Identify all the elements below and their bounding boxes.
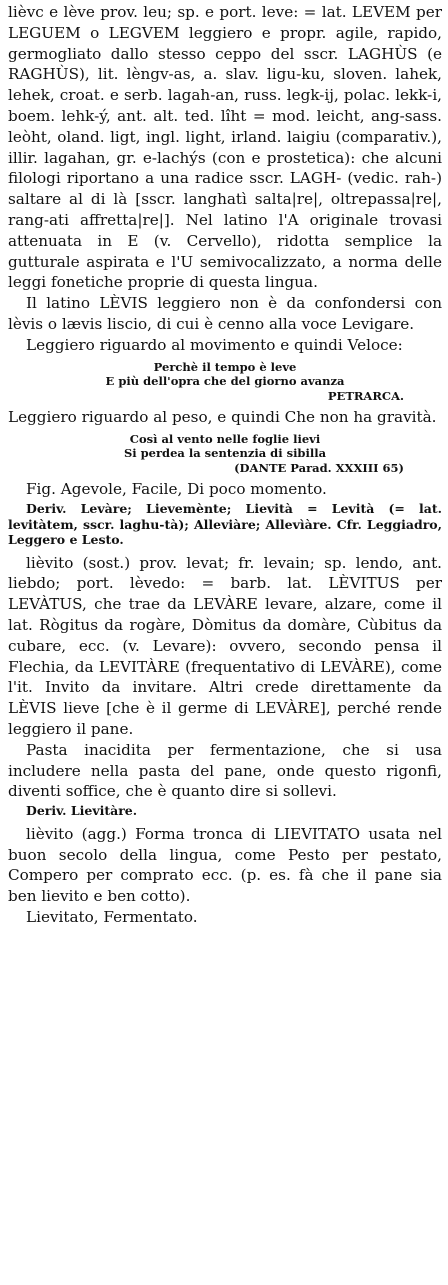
entry-lievito-agg-definition: lièvito (agg.) Forma tronca di LIEVITATO usata nel buon secolo della lingua, come Pesto per pestato, Compero per comprato ecc. (p. es. fà che il pane sia ben lievito e ben cotto). [8,824,442,906]
entry-lievito-sost-meaning: Pasta inacidita per fermentazione, che si usa includere nella pasta del pane, onde questo rigonfi, diventi soffice, che è quanto dire si sollevi. [8,740,442,801]
quote-line: E più dell'opra che del giorno avanza [105,374,345,389]
entry-lievito-sost-derivatives: Deriv. Lievitàre. [26,803,138,819]
quote-dante [8,432,442,476]
entry-leve-derivatives: Deriv. Levàre; Lievemènte; Lievità = Levità (= lat. levitàtem, sscr. laghu-tà); Alleviàre; Allevìàre. Cfr. Leggiadro, Leggero e Lesto. [8,501,442,548]
entry-leve-figurative: Fig. Agevole, Facile, Di poco momento. [26,480,327,499]
entry-lievito-sost-etymology: lièvito (sost.) prov. levat; fr. levain; sp. lendo, ant. liebdo; port. lèvedo: = barb. lat. LÈVITUS per LEVÀTUS, che trae da LEVÀRE levare, alzare, come il lat. Rògitus da rogàre, Dòmitus da domàre, Cùbitus da cubare, ecc. (v. Levare): ovvero, secondo pensa il Flechia, da LEVITÀRE (frequentativo di LEVÀRE), come l'it. Invito da invitare. Altri crede direttamente da LÈVIS lieve [che è il germe di LEVÀRE], perché rende leggiero il pane. [8,553,442,739]
quote-petrarca [8,360,442,404]
quote-attribution: (DANTE Parad. XXXIII 65) [234,460,404,475]
entry-leve-meaning: Leggiero riguardo al movimento e quindi Veloce: [26,335,403,354]
entry-lievito-agg-meaning: Lievitato, Fermentato. [26,907,198,926]
quote-line: Così al vento nelle foglie lievi [129,431,321,446]
entry-leve-note: Il latino LÈVIS leggiero non è da confondersi con lèvis o lævis liscio, di cui è cenno alla voce Levigare. [8,294,442,333]
dictionary-page [8,2,442,928]
quote-line: Perchè il tempo è leve [153,359,297,374]
quote-attribution: PETRARCA. [327,388,404,403]
quote-line: Si perdea la sentenzia di sibilla [123,446,327,461]
entry-leve-meaning-weight: Leggiero riguardo al peso, e quindi Che non ha gravità. [8,408,437,427]
entry-leve-etymology: lièvc e lève prov. leu; sp. e port. leve: = lat. LEVEM per LEGUEM o LEGVEM leggiero e propr. agile, rapido, germogliato dallo stesso ceppo del sscr. LAGHÙS (e RAGHÙS), lit. lèngv-as, a. slav. ligu-ku, sloven. lahek, lehek, croat. e serb. lagah-an, russ. legk-ij, polac. lekk-i, boem. lehk-ý, ant. alt. ted. lîht = mod. leicht, ang-sass. leòht, oland. ligt, ingl. light, irland. laigiu (comparativ.), illir. lagahan, gr. e-lachýs (con e prostetica): che alcuni filologi riportano a una radice sscr. LAGH- (vedic. rah-) saltare al di là [sscr. langhatì salta|re|, oltrepassa|re|, rang-ati affretta|re|]. Nel latino l'A originale trovasi attenuata in E (v. Cervello), ridotta semplice la gutturale aspirata e l'U semivocalizzato, a norma delle leggi fonetiche proprie di questa lingua. [8,3,442,292]
